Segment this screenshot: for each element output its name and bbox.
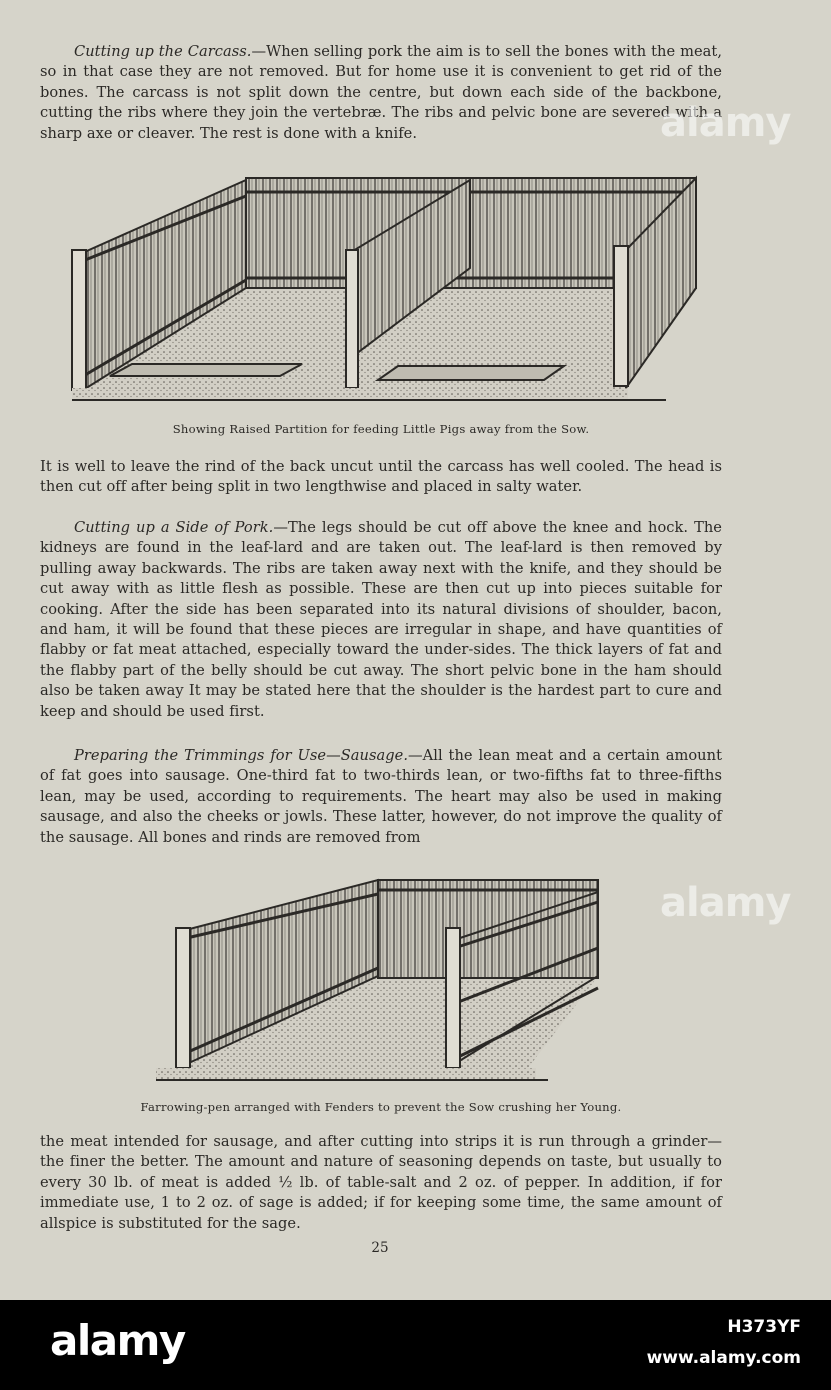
text-cutting-carcass: —When selling pork the aim is to sell the bones with the meat, so in that case they are not removed. But for home use it is convenient to get rid of the bones. The carcass is not split down the centre, but down each side of the backbone, cutting the ribs where they join the vertebræ. The ribs and pelvic bone are severed with a sharp axe or cleaver. The rest is done with a knife.	[40, 43, 723, 142]
paragraph-side-of-pork	[40, 518, 722, 722]
heading-trimmings-sausage: Preparing the Trimmings for Use—Sausage.	[74, 747, 409, 764]
paragraph-grinder-seasoning: the meat intended for sausage, and after cutting into strips it is run through a grinder—the finer the better. The amount and nature of seasoning depends on taste, but usually to every 30 lb. of meat is added ½ lb. of table-salt and 2 oz. of pepper. In addition, if for immediate use, 1 to 2 oz. of sage is added; if for keeping some time, the same amount of allspice is substituted for the sage.	[40, 1133, 722, 1232]
figure-raised-partition-illustration	[66, 170, 706, 408]
text-side-of-pork: —The legs should be cut off above the knee and hock. The kidneys are found in the leaf-lard and are taken out. The leaf-lard is then removed by pulling away backwards. The ribs are taken away next with the knife, and they should be cut away with as little flesh as possible. These are then cut up into pieces suitable for cooking. After the side has been separated into its natural divisions of shoulder, bacon, and ham, it will be found that these pieces are irregular in shape, and have quantities of flabby or fat meat attached, especially toward the under-sides. The thick layers of fat and the flabby part of the belly should be cut away. The short pelvic bone in the ham should also be taken away It may be stated here that the shoulder is the hardest part to cure and keep and should be used first.	[40, 519, 722, 720]
figure-farrowing-pen-illustration	[148, 872, 608, 1088]
watermark-overlay-top: alamy	[660, 100, 791, 146]
paragraph-trimmings-sausage	[40, 746, 722, 848]
heading-side-of-pork: Cutting up a Side of Pork.	[74, 519, 274, 536]
heading-cutting-carcass: Cutting up the Carcass.	[74, 43, 252, 60]
paragraph-rind: It is well to leave the rind of the back uncut until the carcass has well cooled. The head is then cut off after being split in two lengthwise and placed in salty water.	[40, 458, 722, 496]
site-url-label: www.alamy.com	[646, 1348, 801, 1368]
alamy-logo: alamy	[50, 1316, 185, 1365]
text-trimmings-sausage: —All the lean meat and a certain amount of fat goes into sausage. One-third fat to two-thirds lean, or two-fifths fat to three-fifths lean, may be used, according to requirements. The heart may also be used in making sausage, and also the cheeks or jowls. These latter, however, do not improve the quality of the sausage. All bones and rinds are removed from	[40, 747, 722, 846]
caption-raised-partition: Showing Raised Partition for feeding Little Pigs away from the Sow.	[172, 422, 590, 436]
watermark-overlay-bottom: alamy	[660, 880, 791, 926]
stock-footer-bar	[0, 1300, 831, 1390]
caption-farrowing-pen: Farrowing-pen arranged with Fenders to prevent the Sow crushing her Young.	[140, 1100, 622, 1114]
page-number: 25	[371, 1240, 389, 1256]
image-id-label: H373YF	[727, 1317, 801, 1337]
paragraph-cutting-carcass	[40, 42, 722, 144]
